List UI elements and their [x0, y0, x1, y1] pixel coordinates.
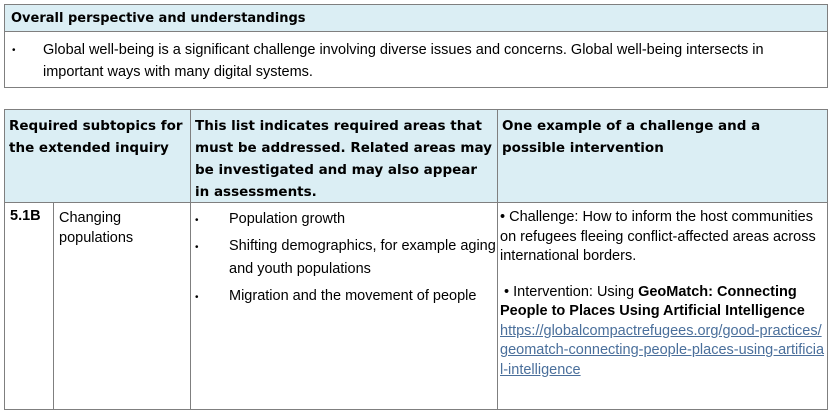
area-text: Shifting demographics, for example aging and youth populations: [229, 238, 496, 277]
list-item: [191, 235, 497, 281]
required-areas-list: [191, 203, 497, 409]
overall-perspective-heading: Overall perspective and understandings: [5, 5, 827, 32]
header-example-challenge: One example of a challenge and a possible intervention: [502, 118, 761, 156]
overall-perspective-body: [5, 32, 827, 83]
area-text: Population growth: [229, 211, 346, 227]
bullet-icon: •: [12, 45, 16, 56]
intervention-text: [500, 283, 825, 322]
list-item: [191, 208, 497, 231]
overall-perspective-text: Global well-being is a significant challenge involving diverse issues and concerns. Global well-being intersects in important ways with many digital systems.: [43, 42, 764, 80]
bullet-icon: •: [195, 242, 199, 253]
intervention-prefix: • Intervention: Using: [500, 283, 639, 300]
bullet-icon: •: [195, 215, 199, 226]
challenge-text: • Challenge: How to inform the host communities on refugees fleeing conflict-affected areas across international borders.: [500, 209, 816, 264]
header-required-subtopics: Required subtopics for the extended inquiry: [9, 118, 183, 156]
list-item: [191, 285, 497, 308]
subtopics-table: [4, 109, 828, 410]
intervention-link[interactable]: https://globalcompactrefugees.org/good-practices/geomatch-connecting-people-places-using-artificial-intelligence: [500, 322, 825, 378]
overall-perspective-box: [4, 4, 828, 88]
intervention-title: GeoMatch: Connecting People to Places Using Artificial Intelligence: [500, 283, 805, 319]
subtopic-code: 5.1B: [10, 208, 41, 224]
area-text: Migration and the movement of people: [229, 288, 477, 304]
example-cell: [498, 203, 827, 409]
header-required-areas: This list indicates required areas that must be addressed. Related areas may be investigated and may also appear in assessments.: [195, 118, 492, 200]
subtopic-name: Changing populations: [59, 210, 134, 246]
bullet-icon: •: [195, 292, 199, 303]
